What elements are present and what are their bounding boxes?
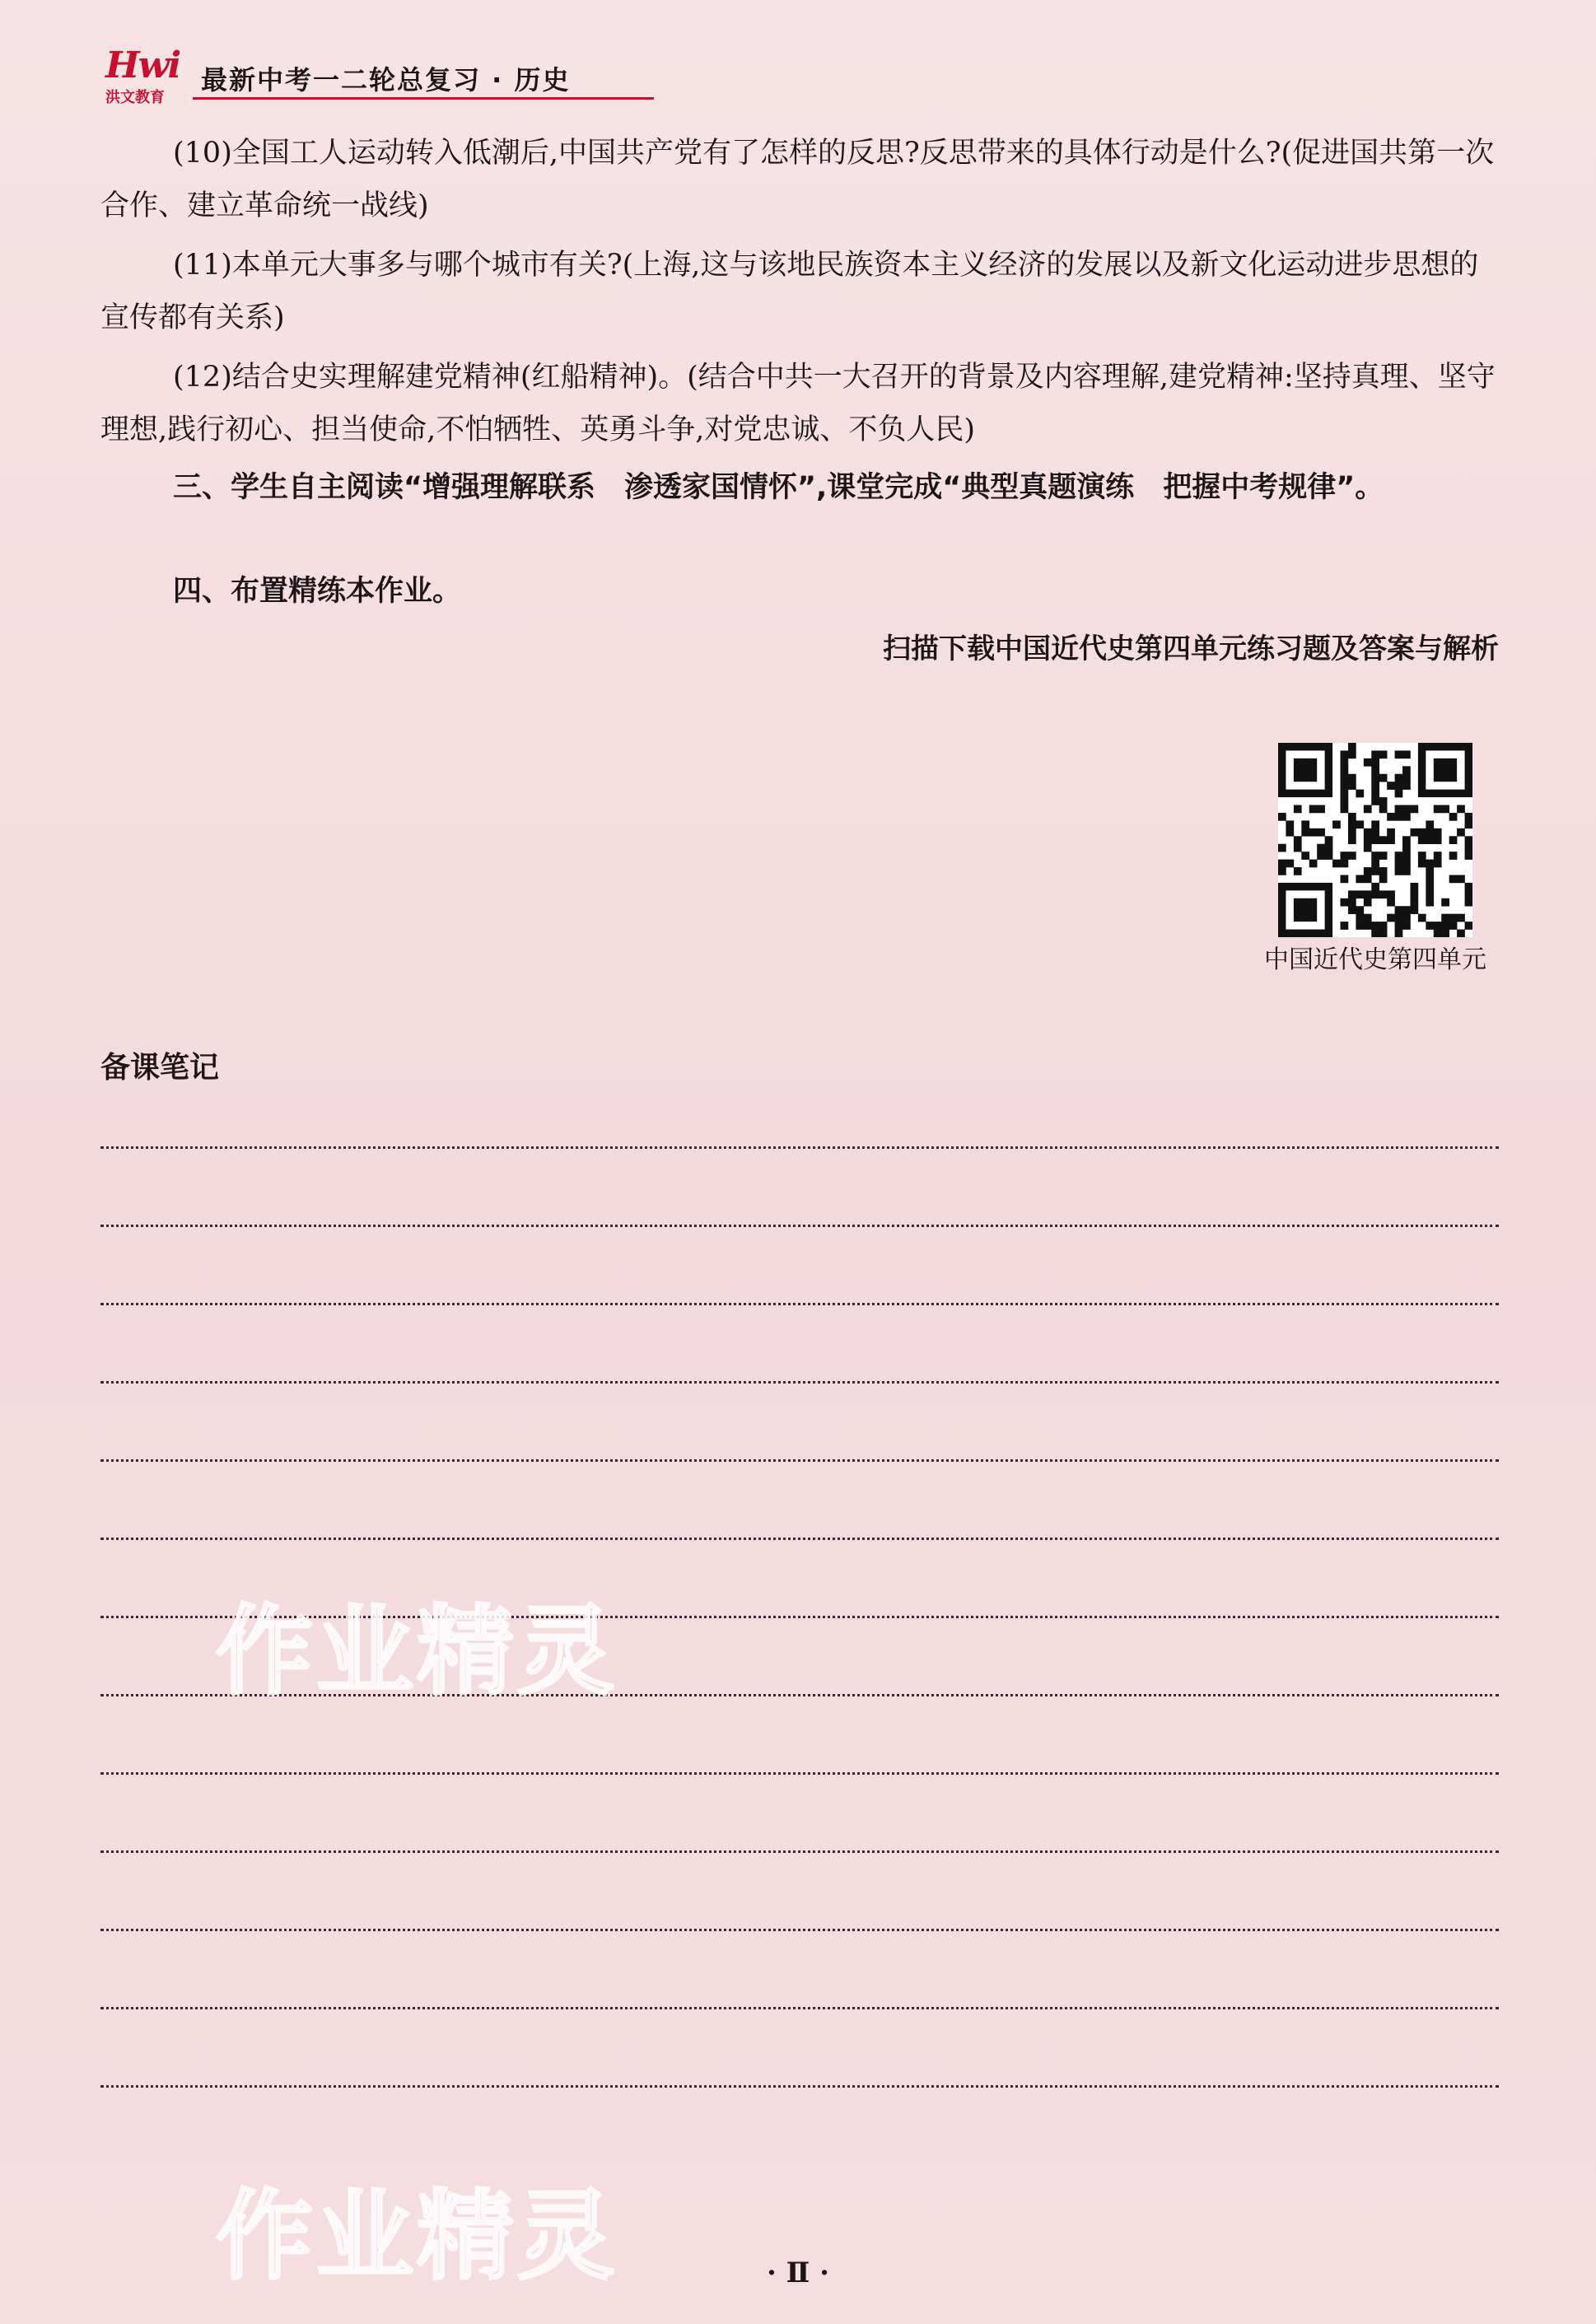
step-four: 四、布置精练本作业。 bbox=[173, 575, 462, 608]
question-12: (12)结合史实理解建党精神(红船精神)。(结合中共一大召开的背景及内容理解,建党精神:坚持真理、坚守理想,践行初心、担当使命,不怕牺牲、英勇斗争,对党忠诚、不负人民) bbox=[100, 361, 1496, 446]
watermark-upper: 作业精灵 bbox=[216, 1594, 618, 1708]
page-header bbox=[97, 40, 657, 105]
lesson-notes-title: 备课笔记 bbox=[100, 1051, 220, 1085]
note-line bbox=[100, 1538, 1499, 1540]
qr-code-icon[interactable] bbox=[1278, 743, 1472, 937]
publisher-logo bbox=[105, 44, 196, 106]
question-10: (10)全国工人运动转入低潮后,中国共产党有了怎样的反思?反思带来的具体行动是什么?(促进国共第一次合作、建立革命统一战线) bbox=[100, 137, 1495, 222]
note-line bbox=[100, 1381, 1499, 1384]
note-line bbox=[100, 1303, 1499, 1305]
question-11: (11)本单元大事多与哪个城市有关?(上海,这与该地民族资本主义经济的发展以及新文化运动进步思想的宣传都有关系) bbox=[100, 249, 1479, 334]
note-line bbox=[100, 1772, 1499, 1775]
logo-mark: Hwi bbox=[105, 44, 180, 86]
qr-code-graphic bbox=[1278, 743, 1472, 937]
note-line bbox=[100, 1225, 1499, 1227]
book-title: 最新中考一二轮总复习 · 历史 bbox=[201, 64, 571, 96]
page-number: · Ⅱ · bbox=[766, 2256, 829, 2289]
note-line bbox=[100, 1850, 1499, 1853]
qr-scan-caption: 扫描下载中国近代史第四单元练习题及答案与解析 bbox=[883, 632, 1499, 665]
note-line bbox=[100, 1459, 1499, 1462]
note-line bbox=[100, 2007, 1499, 2009]
step-three: 三、学生自主阅读“增强理解联系 渗透家国情怀”,课堂完成“典型真题演练 把握中考规律”。 bbox=[173, 471, 1384, 504]
note-line bbox=[100, 1146, 1499, 1149]
note-line bbox=[100, 2085, 1499, 2088]
logo-text: 洪文教育 bbox=[105, 89, 165, 106]
qr-caption: 中国近代史第四单元 bbox=[1264, 945, 1486, 974]
note-line bbox=[100, 1929, 1499, 1931]
header-rule bbox=[193, 97, 654, 100]
watermark-lower: 作业精灵 bbox=[216, 2179, 618, 2293]
